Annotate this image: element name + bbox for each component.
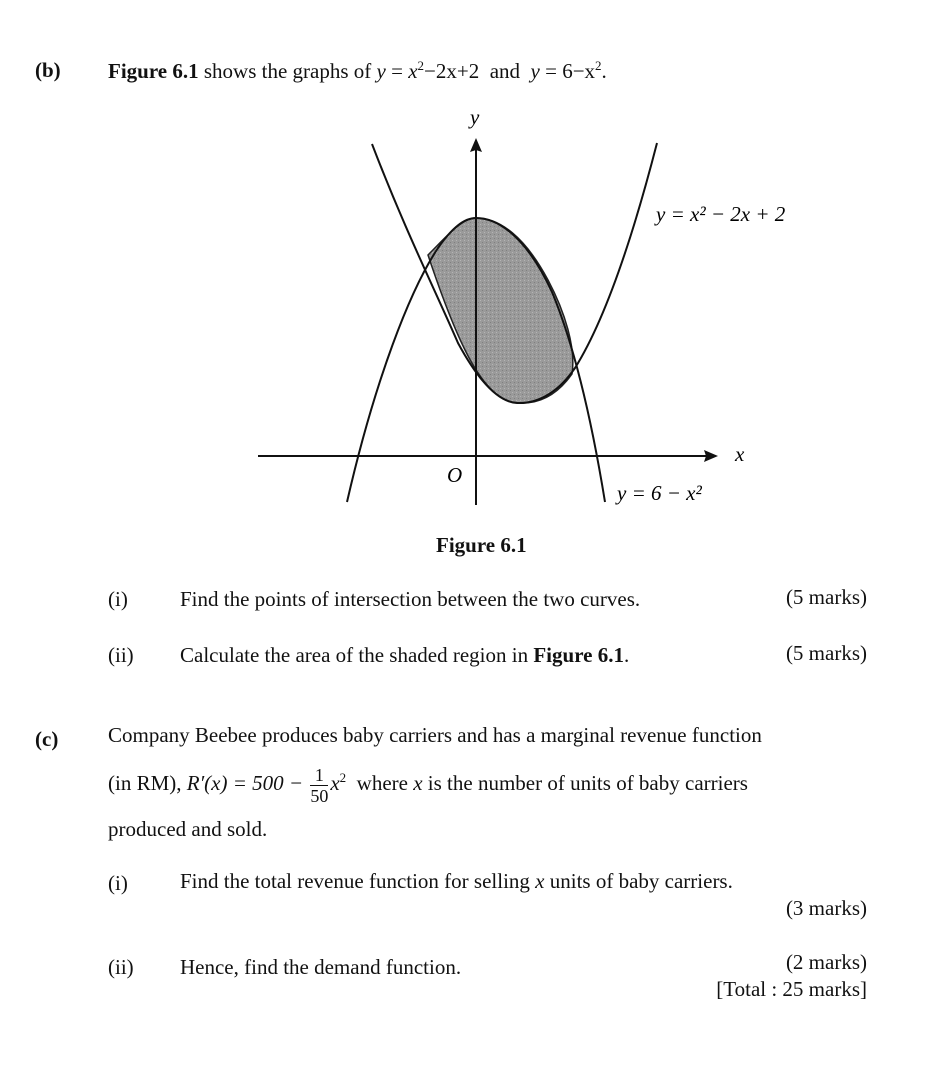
part-c-line3: produced and sold. [108, 817, 268, 841]
question-b-ii-num: (ii) [108, 643, 134, 667]
x-axis-arrow-icon [704, 450, 718, 462]
curve2-label: y = 6 − x² [617, 481, 702, 505]
figure-ref: Figure 6.1 [108, 59, 199, 83]
question-c-i-num: (i) [108, 871, 128, 895]
question-b-i-marks: (5 marks) [785, 585, 867, 609]
question-c-i-marks: (3 marks) [785, 896, 867, 920]
and-word: and [489, 59, 521, 83]
eq2-lhs: y [530, 59, 540, 83]
question-c-i-text [180, 869, 733, 894]
question-c-ii-marks: (2 marks) [785, 950, 867, 974]
question-b-ii-text [180, 643, 629, 668]
question-b-ii-marks: (5 marks) [785, 641, 867, 665]
q-b-ii-figure-ref: Figure 6.1 [533, 643, 624, 667]
eq1-rhs-a: x [408, 59, 418, 83]
eq1-rhs-b: −2x+2 [424, 59, 480, 83]
marginal-revenue-lhs: R′(x) = 500 − [186, 771, 304, 795]
q-b-ii-text-a: Calculate the area of the shaded region in [180, 643, 529, 667]
y-axis-label: y [470, 105, 480, 129]
question-c-ii-num: (ii) [108, 955, 134, 979]
eq2-rhs-a: 6−x [562, 59, 596, 83]
intro-text: shows the graphs of [203, 59, 372, 83]
part-c-label: (c) [35, 727, 59, 751]
eq1-lhs: y [376, 59, 386, 83]
part-c-var-x: x [413, 771, 423, 795]
q-c-i-text-b: units of baby carriers. [549, 869, 733, 893]
shaded-region [428, 218, 573, 403]
x-axis-label: x [735, 442, 745, 466]
figure-6-1 [0, 0, 947, 520]
y-axis-arrow-icon [470, 138, 482, 152]
question-c-ii-text: Hence, find the demand function. [180, 955, 462, 979]
part-c-line1: Company Beebee produces baby carriers and has a marginal revenue function [108, 723, 762, 747]
fraction-numerator: 1 [310, 765, 328, 786]
eq2-end: . [601, 59, 607, 83]
q-b-ii-end: . [623, 643, 630, 667]
eq1-exp: 2 [417, 58, 425, 73]
question-b-i-num: (i) [108, 587, 128, 611]
figure-caption: Figure 6.1 [436, 533, 527, 557]
part-b-intro: Figure 6.1 shows the graphs of $y = x^2-2x+2$ and $y = 6-x^2$. [108, 58, 607, 83]
part-c-in-rm: (in RM), [108, 771, 182, 795]
curve1-label: y = x² − 2x + 2 [656, 202, 786, 226]
part-c-line2-rest: is the number of units of baby carriers [427, 771, 748, 795]
fraction-denominator: 50 [310, 785, 329, 806]
part-c-where: where [356, 771, 408, 795]
marginal-revenue-var: x [330, 771, 340, 795]
origin-label: O [447, 463, 463, 487]
part-b-label: (b) [35, 58, 61, 82]
total-marks: [Total : 25 marks] [716, 977, 867, 1001]
eq2-exp: 2 [595, 58, 602, 73]
q-c-i-text-a: Find the total revenue function for selling [180, 869, 530, 893]
q-c-i-var: x [535, 869, 545, 893]
question-b-i-text: Find the points of intersection between the two curves. [180, 587, 641, 611]
marginal-revenue-exp: 2 [339, 770, 347, 785]
fraction-1-over-50 [310, 765, 328, 806]
part-c-line2 [108, 758, 748, 806]
